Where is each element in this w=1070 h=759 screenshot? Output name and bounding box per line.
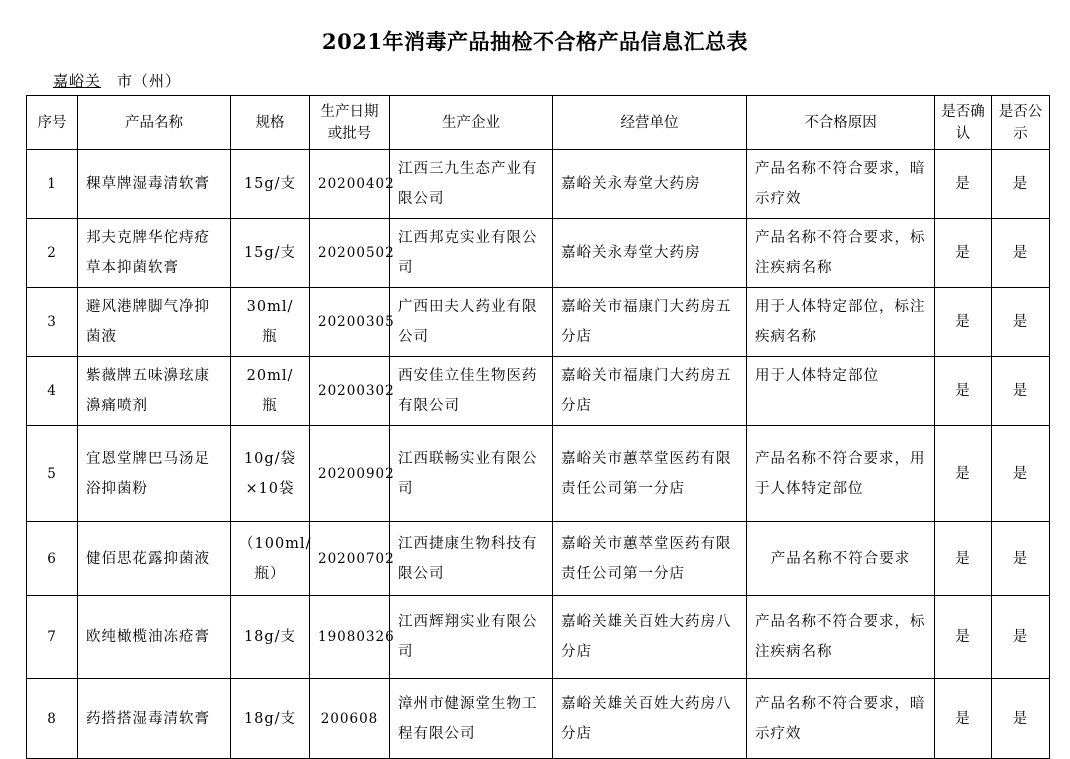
cell-no: 4 (27, 357, 78, 426)
cell-reason: 产品名称不符合要求，用于人体特定部位 (747, 426, 935, 522)
table-header-row (27, 96, 1050, 150)
table-row (27, 596, 1050, 679)
cell-seller: 嘉峪关雄关百姓大药房八分店 (553, 679, 747, 759)
cell-seller: 嘉峪关市福康门大药房五分店 (553, 288, 747, 357)
cell-no: 5 (27, 426, 78, 522)
cell-spec: 10g/袋×10袋 (231, 426, 310, 522)
table-row (27, 150, 1050, 219)
cell-reason: 产品名称不符合要求，标注疾病名称 (747, 596, 935, 679)
cell-maker: 漳州市健源堂生物工程有限公司 (390, 679, 553, 759)
cell-maker: 江西联畅实业有限公司 (390, 426, 553, 522)
cell-name: 药搭搭湿毒清软膏 (78, 679, 231, 759)
cell-published: 是 (992, 596, 1050, 679)
cell-reason: 产品名称不符合要求，标注疾病名称 (747, 219, 935, 288)
cell-maker: 江西捷康生物科技有限公司 (390, 522, 553, 596)
cell-no: 2 (27, 219, 78, 288)
cell-maker: 江西邦克实业有限公司 (390, 219, 553, 288)
cell-name: 欧纯橄榄油冻疮膏 (78, 596, 231, 679)
cell-batch: 20200302 (310, 357, 390, 426)
cell-no: 8 (27, 679, 78, 759)
cell-reason: 用于人体特定部位 (747, 357, 935, 426)
table-row (27, 426, 1050, 522)
col-header-published: 是否公示 (992, 96, 1050, 150)
cell-confirmed: 是 (935, 288, 992, 357)
cell-published: 是 (992, 522, 1050, 596)
cell-confirmed: 是 (935, 219, 992, 288)
cell-maker: 江西辉翔实业有限公司 (390, 596, 553, 679)
cell-seller: 嘉峪关市蕙萃堂医药有限责任公司第一分店 (553, 522, 747, 596)
cell-spec: 30ml/瓶 (231, 288, 310, 357)
col-header-maker: 生产企业 (390, 96, 553, 150)
cell-seller: 嘉峪关永寿堂大药房 (553, 219, 747, 288)
cell-batch: 200608 (310, 679, 390, 759)
cell-seller: 嘉峪关市福康门大药房五分店 (553, 357, 747, 426)
cell-seller: 嘉峪关市蕙萃堂医药有限责任公司第一分店 (553, 426, 747, 522)
table-row (27, 219, 1050, 288)
cell-batch: 20200402 (310, 150, 390, 219)
cell-spec: （100ml/瓶） (231, 522, 310, 596)
cell-spec: 20ml/瓶 (231, 357, 310, 426)
cell-maker: 广西田夫人药业有限公司 (390, 288, 553, 357)
region-city: 嘉峪关 (53, 72, 102, 90)
col-header-name: 产品名称 (78, 96, 231, 150)
cell-batch: 20200305 (310, 288, 390, 357)
cell-no: 3 (27, 288, 78, 357)
cell-no: 6 (27, 522, 78, 596)
col-header-seller: 经营单位 (553, 96, 747, 150)
col-header-no: 序号 (27, 96, 78, 150)
cell-spec: 18g/支 (231, 679, 310, 759)
cell-spec: 18g/支 (231, 596, 310, 679)
cell-confirmed: 是 (935, 679, 992, 759)
cell-published: 是 (992, 679, 1050, 759)
cell-maker: 江西三九生态产业有限公司 (390, 150, 553, 219)
cell-batch: 19080326 (310, 596, 390, 679)
col-header-reason: 不合格原因 (747, 96, 935, 150)
cell-no: 1 (27, 150, 78, 219)
cell-maker: 西安佳立佳生物医药有限公司 (390, 357, 553, 426)
cell-seller: 嘉峪关雄关百姓大药房八分店 (553, 596, 747, 679)
cell-seller: 嘉峪关永寿堂大药房 (553, 150, 747, 219)
col-header-spec: 规格 (231, 96, 310, 150)
cell-name: 宜恩堂牌巴马汤足浴抑菌粉 (78, 426, 231, 522)
cell-published: 是 (992, 150, 1050, 219)
cell-reason: 产品名称不符合要求，暗示疗效 (747, 150, 935, 219)
cell-name: 紫薇牌五味濞玹康濞痛喷剂 (78, 357, 231, 426)
cell-spec: 15g/支 (231, 219, 310, 288)
results-table (26, 95, 1050, 759)
cell-published: 是 (992, 426, 1050, 522)
region-line (35, 70, 181, 91)
cell-confirmed: 是 (935, 426, 992, 522)
cell-reason: 产品名称不符合要求，暗示疗效 (747, 679, 935, 759)
cell-name: 健佰思花露抑菌液 (78, 522, 231, 596)
cell-confirmed: 是 (935, 522, 992, 596)
cell-confirmed: 是 (935, 150, 992, 219)
cell-confirmed: 是 (935, 357, 992, 426)
cell-batch: 20200702 (310, 522, 390, 596)
cell-published: 是 (992, 357, 1050, 426)
col-header-batch: 生产日期或批号 (310, 96, 390, 150)
cell-published: 是 (992, 219, 1050, 288)
cell-name: 稞草牌湿毒清软膏 (78, 150, 231, 219)
cell-reason: 用于人体特定部位，标注疾病名称 (747, 288, 935, 357)
cell-spec: 15g/支 (231, 150, 310, 219)
cell-reason: 产品名称不符合要求 (747, 522, 935, 596)
table-row (27, 522, 1050, 596)
col-header-confirmed: 是否确认 (935, 96, 992, 150)
document-title: 2021年消毒产品抽检不合格产品信息汇总表 (322, 29, 748, 54)
table-row (27, 357, 1050, 426)
cell-published: 是 (992, 288, 1050, 357)
cell-name: 邦夫克牌华佗痔疮草本抑菌软膏 (78, 219, 231, 288)
table-row (27, 288, 1050, 357)
cell-batch: 20200902 (310, 426, 390, 522)
cell-confirmed: 是 (935, 596, 992, 679)
region-suffix: 市（州） (117, 72, 182, 90)
cell-batch: 20200502 (310, 219, 390, 288)
cell-name: 避风港牌脚气净抑菌液 (78, 288, 231, 357)
cell-no: 7 (27, 596, 78, 679)
